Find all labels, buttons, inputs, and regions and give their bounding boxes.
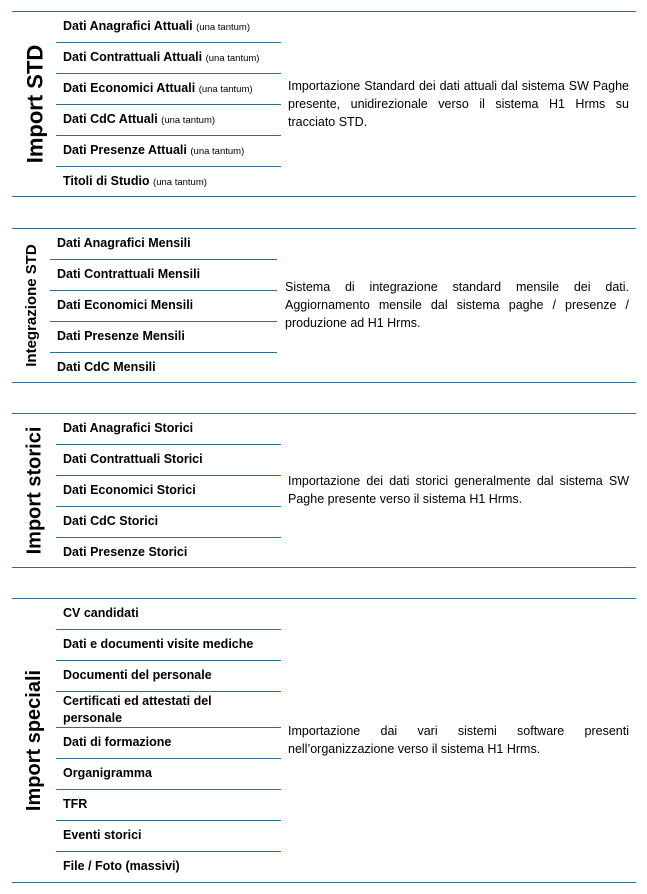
section-description: Importazione dai vari sistemi software presenti nell’organizzazione verso il sistema H1 Hrms. (288, 724, 629, 756)
item-divider (50, 259, 277, 260)
list-item: Organigramma (63, 766, 152, 780)
section-bottom-rule (12, 882, 636, 883)
section-description: Importazione Standard dei dati attuali dal sistema SW Paghe presente, unidirezionale verso il sistema H1 Hrms su tracciato STD. (288, 79, 629, 129)
item-divider (56, 691, 281, 692)
list-item: Dati Economici Mensili (57, 298, 194, 312)
list-item: Dati Economici Attuali (una tantum) (63, 81, 253, 95)
list-item: Dati Anagrafici Storici (63, 421, 194, 435)
section-title: Import speciali (23, 669, 46, 812)
section-title: Import STD (22, 44, 47, 164)
section-title: Integrazione STD (22, 244, 40, 367)
list-item: Certificati ed attestati del personale (63, 694, 212, 725)
list-item: Dati e documenti visite mediche (63, 637, 254, 651)
item-divider (56, 851, 281, 852)
list-item: Dati Presenze Mensili (57, 329, 185, 343)
item-divider (56, 629, 281, 630)
list-item: Dati CdC Attuali (una tantum) (63, 112, 216, 126)
section-title: Import storici (23, 426, 46, 555)
section-description: Sistema di integrazione standard mensile dei dati. Aggiornamento mensile dal sistema paghe / presenze / produzione ad H1 Hrms. (285, 280, 629, 330)
list-item: Dati CdC Storici (63, 514, 159, 528)
section-bottom-rule (12, 567, 636, 568)
item-divider (56, 537, 281, 538)
list-item: Documenti del personale (63, 668, 212, 682)
list-item: Dati Contrattuali Mensili (57, 267, 201, 281)
list-item: Dati CdC Mensili (57, 360, 156, 374)
item-divider (56, 444, 281, 445)
section-description: Importazione dei dati storici generalmente dal sistema SW Paghe presente verso il sistema H1 Hrms. (288, 474, 629, 506)
item-divider (56, 42, 281, 43)
list-item: Dati Presenze Attuali (una tantum) (63, 143, 245, 157)
list-item: File / Foto (massivi) (63, 859, 180, 873)
item-divider (56, 104, 281, 105)
item-divider (56, 789, 281, 790)
section-top-rule (12, 228, 636, 229)
section-top-rule (12, 11, 636, 12)
item-divider (56, 166, 281, 167)
list-item: Dati Anagrafici Mensili (57, 236, 191, 250)
item-divider (50, 352, 277, 353)
item-divider (50, 290, 277, 291)
item-divider (56, 727, 281, 728)
list-item: CV candidati (63, 606, 139, 620)
item-divider (56, 73, 281, 74)
list-item: Titoli di Studio (una tantum) (63, 174, 207, 188)
section-top-rule (12, 598, 636, 599)
list-item: Dati Anagrafici Attuali (una tantum) (63, 19, 251, 33)
item-divider (56, 758, 281, 759)
item-divider (56, 506, 281, 507)
section-bottom-rule (12, 196, 636, 197)
item-divider (56, 660, 281, 661)
list-item: Dati Contrattuali Attuali (una tantum) (63, 50, 260, 64)
list-item: Dati Presenze Storici (63, 545, 188, 559)
item-divider (50, 321, 277, 322)
item-divider (56, 475, 281, 476)
item-divider (56, 135, 281, 136)
item-divider (56, 820, 281, 821)
section-bottom-rule (12, 382, 636, 383)
list-item: Dati di formazione (63, 735, 172, 749)
list-item: Eventi storici (63, 828, 142, 842)
section-top-rule (12, 413, 636, 414)
list-item: Dati Economici Storici (63, 483, 196, 497)
list-item: Dati Contrattuali Storici (63, 452, 203, 466)
list-item: TFR (63, 797, 88, 811)
